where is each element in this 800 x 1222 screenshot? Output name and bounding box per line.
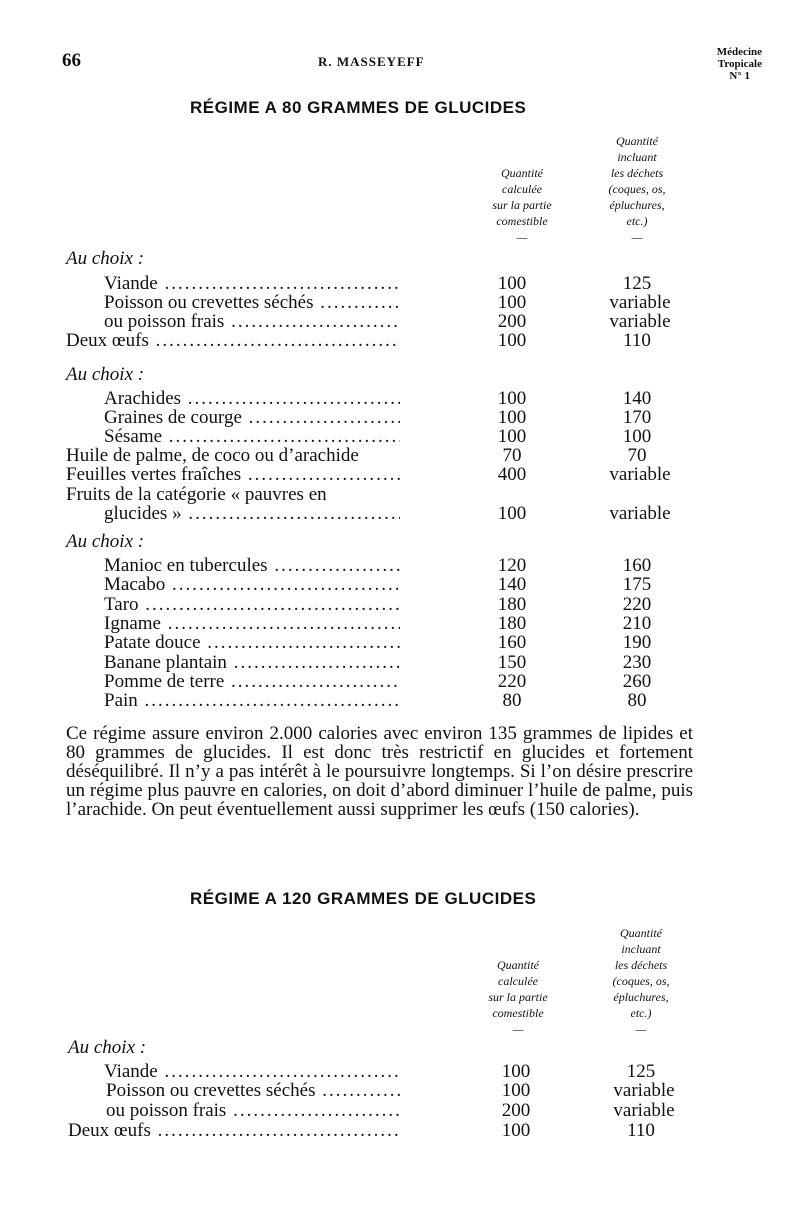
qty-with-waste: variable xyxy=(613,1100,675,1121)
section1-title: RÉGIME A 80 GRAMMES DE GLUCIDES xyxy=(190,98,527,117)
journal-line: Tropicale xyxy=(717,58,762,70)
header-line: etc.) xyxy=(626,214,648,228)
food-name: Poisson ou crevettes séchés ..... xyxy=(106,1081,400,1101)
section1-col2-header xyxy=(582,133,692,245)
qty-edible: 100 xyxy=(501,1080,531,1101)
qty-edible: 80 xyxy=(502,690,522,711)
header-line: calculée xyxy=(502,182,542,196)
group-label: Au choix : xyxy=(66,531,145,552)
qty-with-waste: 70 xyxy=(627,445,647,466)
header-line: sur la partie xyxy=(492,198,552,212)
qty-with-waste: variable xyxy=(609,311,671,332)
running-author: R. MASSEYEFF xyxy=(318,54,425,69)
food-name: ou poisson frais ..... xyxy=(104,312,400,332)
qty-edible: 100 xyxy=(497,407,527,428)
section2-title: RÉGIME A 120 GRAMMES DE GLUCIDES xyxy=(190,889,537,908)
qty-with-waste: variable xyxy=(609,292,671,313)
header-line: comestible xyxy=(492,1006,544,1020)
qty-edible: 100 xyxy=(497,503,527,524)
header-line: Quantité xyxy=(501,166,543,180)
food-name: Huile de palme, de coco ou d’arachide xyxy=(66,446,359,466)
qty-edible: 220 xyxy=(497,671,527,692)
qty-edible: 140 xyxy=(497,574,527,595)
food-name: Fruits de la catégorie « pauvres en xyxy=(66,485,327,505)
qty-with-waste: 230 xyxy=(622,652,652,673)
group-label: Au choix : xyxy=(66,248,145,269)
section2-col2-header xyxy=(586,925,696,1037)
food-name: Deux œufs ..... xyxy=(68,1121,400,1141)
header-line: Quantité xyxy=(620,926,662,940)
qty-with-waste: 80 xyxy=(627,690,647,711)
food-name: Macabo ..... xyxy=(104,575,400,595)
food-name: Poisson ou crevettes séchés ..... xyxy=(104,293,400,313)
food-name: Feuilles vertes fraîches ..... xyxy=(66,465,400,485)
journal-issue: N° 1 xyxy=(729,70,750,82)
qty-with-waste: 190 xyxy=(622,632,652,653)
qty-edible: 180 xyxy=(497,613,527,634)
qty-with-waste: 125 xyxy=(622,273,652,294)
qty-edible: 100 xyxy=(501,1120,531,1141)
qty-with-waste: 125 xyxy=(626,1061,656,1082)
qty-with-waste: 100 xyxy=(622,426,652,447)
header-line: — xyxy=(631,230,643,244)
header-line: incluant xyxy=(617,150,657,164)
food-name: Viande ..... xyxy=(104,274,400,294)
qty-with-waste: 210 xyxy=(622,613,652,634)
qty-with-waste: 170 xyxy=(622,407,652,428)
journal-line: Médecine xyxy=(716,46,762,58)
section1-col1-header xyxy=(462,165,582,245)
header-line: etc.) xyxy=(630,1006,652,1020)
qty-edible: 100 xyxy=(497,273,527,294)
header-line: — xyxy=(512,1022,524,1036)
qty-edible: 180 xyxy=(497,594,527,615)
qty-edible: 150 xyxy=(497,652,527,673)
food-name: Sésame ..... xyxy=(104,427,400,447)
header-line: incluant xyxy=(621,942,661,956)
section1-paragraph: Ce régime assure environ 2.000 calories avec environ 135 grammes de lipides et 80 grammes de glucides. Il est donc très restrictif en glucides et fortement déséquilibré. Il n’y a pas intérêt à le poursuivre longtemps. Si l’on désire prescrire un régime plus pauvre en calories, on doit d’abord diminuer l’huile de palme, puis l’arachide. On peut éventuellement aussi supprimer les œufs (150 calories). xyxy=(66,723,693,820)
qty-edible: 400 xyxy=(497,464,527,485)
food-name: Patate douce ..... xyxy=(104,633,400,653)
food-name: ou poisson frais ..... xyxy=(106,1101,400,1121)
food-name: Manioc en tubercules ..... xyxy=(104,556,400,576)
food-name: Pain ..... xyxy=(104,691,400,711)
header-line: (coques, os, xyxy=(608,182,666,196)
qty-with-waste: 175 xyxy=(622,574,652,595)
qty-edible: 100 xyxy=(497,426,527,447)
header-line: sur la partie xyxy=(488,990,548,1004)
food-name: Taro ..... xyxy=(104,595,400,615)
group-label: Au choix : xyxy=(68,1037,147,1058)
food-name: glucides » ..... xyxy=(104,504,400,524)
food-name: Deux œufs ..... xyxy=(66,331,400,351)
food-name: Igname ..... xyxy=(104,614,400,634)
qty-edible: 120 xyxy=(497,555,527,576)
header-line: — xyxy=(516,230,528,244)
page-number: 66 xyxy=(62,50,81,71)
qty-with-waste: variable xyxy=(613,1080,675,1101)
qty-edible: 100 xyxy=(497,292,527,313)
qty-edible: 200 xyxy=(497,311,527,332)
header-line: calculée xyxy=(498,974,538,988)
qty-with-waste: variable xyxy=(609,503,671,524)
header-line: épluchures, xyxy=(613,990,669,1004)
qty-with-waste: 110 xyxy=(623,330,651,351)
food-name: Banane plantain ..... xyxy=(104,653,400,673)
qty-edible: 100 xyxy=(497,388,527,409)
qty-edible: 100 xyxy=(497,330,527,351)
qty-edible: 200 xyxy=(501,1100,531,1121)
qty-edible: 70 xyxy=(502,445,522,466)
qty-with-waste: 220 xyxy=(622,594,652,615)
group-label: Au choix : xyxy=(66,364,145,385)
qty-with-waste: 110 xyxy=(627,1120,655,1141)
qty-with-waste: variable xyxy=(609,464,671,485)
qty-with-waste: 160 xyxy=(622,555,652,576)
qty-with-waste: 140 xyxy=(622,388,652,409)
food-name: Graines de courge ..... xyxy=(104,408,400,428)
qty-with-waste: 260 xyxy=(622,671,652,692)
food-name: Viande ..... xyxy=(104,1062,400,1082)
food-name: Arachides ..... xyxy=(104,389,400,409)
food-name: Pomme de terre ..... xyxy=(104,672,400,692)
qty-edible: 160 xyxy=(497,632,527,653)
header-line: les déchets xyxy=(610,166,664,180)
section2-col1-header xyxy=(458,957,578,1037)
journal-name xyxy=(717,46,762,82)
header-line: comestible xyxy=(496,214,548,228)
header-line: épluchures, xyxy=(609,198,665,212)
header-line: Quantité xyxy=(616,134,658,148)
header-line: (coques, os, xyxy=(612,974,670,988)
header-line: — xyxy=(635,1022,647,1036)
qty-edible: 100 xyxy=(501,1061,531,1082)
header-line: Quantité xyxy=(497,958,539,972)
header-line: les déchets xyxy=(614,958,668,972)
